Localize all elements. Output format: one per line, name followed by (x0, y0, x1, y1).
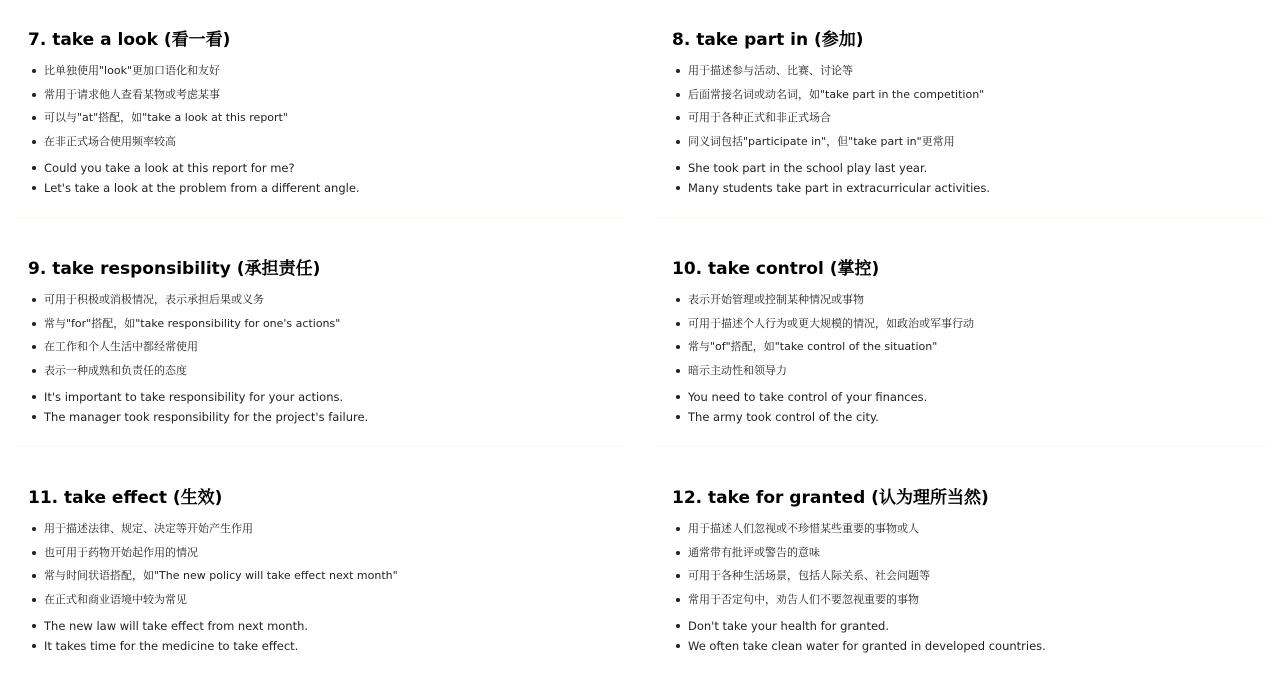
usage-list (672, 289, 974, 383)
phrase-card-take-part-in (658, 0, 1268, 220)
usage-item: 可用于描述个人行为或更大规模的情况，如政治或军事行动 (672, 313, 974, 337)
usage-list (28, 518, 398, 612)
phrase-card-take-control (658, 229, 1268, 449)
example-item: She took part in the school play last year. (672, 158, 990, 178)
usage-item: 常用于请求他人查看某物或考虑某事 (28, 84, 288, 108)
usage-list (28, 60, 288, 154)
usage-item: 通常带有批评或警告的意味 (672, 542, 930, 566)
usage-item: 可用于各种生活场景，包括人际关系、社会问题等 (672, 565, 930, 589)
usage-item: 常与"of"搭配，如"take control of the situation" (672, 336, 974, 360)
usage-item: 表示开始管理或控制某种情况或事物 (672, 289, 974, 313)
usage-item: 也可用于药物开始起作用的情况 (28, 542, 398, 566)
card-title: 10. take control (掌控) (672, 259, 880, 279)
example-list (28, 616, 308, 656)
usage-item: 用于描述人们忽视或不珍惜某些重要的事物或人 (672, 518, 930, 542)
card-divider (14, 446, 624, 447)
card-title: 9. take responsibility (承担责任) (28, 259, 321, 279)
card-title: 12. take for granted (认为理所当然) (672, 488, 989, 508)
usage-item: 暗示主动性和领导力 (672, 360, 974, 384)
card-divider (658, 217, 1268, 218)
phrase-card-take-a-look (14, 0, 624, 220)
example-item: Many students take part in extracurricular activities. (672, 178, 990, 198)
example-item: Don't take your health for granted. (672, 616, 1046, 636)
card-divider (14, 217, 624, 218)
usage-item: 后面常接名词或动名词，如"take part in the competition" (672, 84, 984, 108)
usage-item: 在非正式场合使用频率较高 (28, 131, 288, 155)
example-item: Could you take a look at this report for me? (28, 158, 360, 178)
example-item: The new law will take effect from next month. (28, 616, 308, 636)
card-divider (658, 446, 1268, 447)
phrase-card-take-for-granted (658, 458, 1268, 678)
usage-item: 同义词包括"participate in"，但"take part in"更常用 (672, 131, 984, 155)
usage-item: 在工作和个人生活中都经常使用 (28, 336, 340, 360)
phrase-card-take-responsibility (14, 229, 624, 449)
usage-item: 表示一种成熟和负责任的态度 (28, 360, 340, 384)
example-list (28, 158, 360, 198)
usage-item: 常与时间状语搭配，如"The new policy will take effect next month" (28, 565, 398, 589)
usage-list (28, 289, 340, 383)
usage-item: 可用于积极或消极情况，表示承担后果或义务 (28, 289, 340, 313)
usage-item: 常与"for"搭配，如"take responsibility for one's actions" (28, 313, 340, 337)
example-item: The army took control of the city. (672, 407, 927, 427)
example-item: Let's take a look at the problem from a different angle. (28, 178, 360, 198)
usage-item: 可以与"at"搭配，如"take a look at this report" (28, 107, 288, 131)
usage-item: 比单独使用"look"更加口语化和友好 (28, 60, 288, 84)
example-item: It's important to take responsibility for your actions. (28, 387, 368, 407)
usage-list (672, 518, 930, 612)
example-list (672, 158, 990, 198)
example-item: It takes time for the medicine to take effect. (28, 636, 308, 656)
card-title: 11. take effect (生效) (28, 488, 223, 508)
usage-list (672, 60, 984, 154)
usage-item: 在正式和商业语境中较为常见 (28, 589, 398, 613)
usage-item: 用于描述法律、规定、决定等开始产生作用 (28, 518, 398, 542)
example-item: We often take clean water for granted in developed countries. (672, 636, 1046, 656)
usage-item: 常用于否定句中，劝告人们不要忽视重要的事物 (672, 589, 930, 613)
example-list (672, 387, 927, 427)
example-list (672, 616, 1046, 656)
card-title: 7. take a look (看一看) (28, 30, 231, 50)
example-item: You need to take control of your finances. (672, 387, 927, 407)
usage-item: 可用于各种正式和非正式场合 (672, 107, 984, 131)
example-list (28, 387, 368, 427)
example-item: The manager took responsibility for the project's failure. (28, 407, 368, 427)
phrase-card-take-effect (14, 458, 624, 678)
card-title: 8. take part in (参加) (672, 30, 864, 50)
usage-item: 用于描述参与活动、比赛、讨论等 (672, 60, 984, 84)
